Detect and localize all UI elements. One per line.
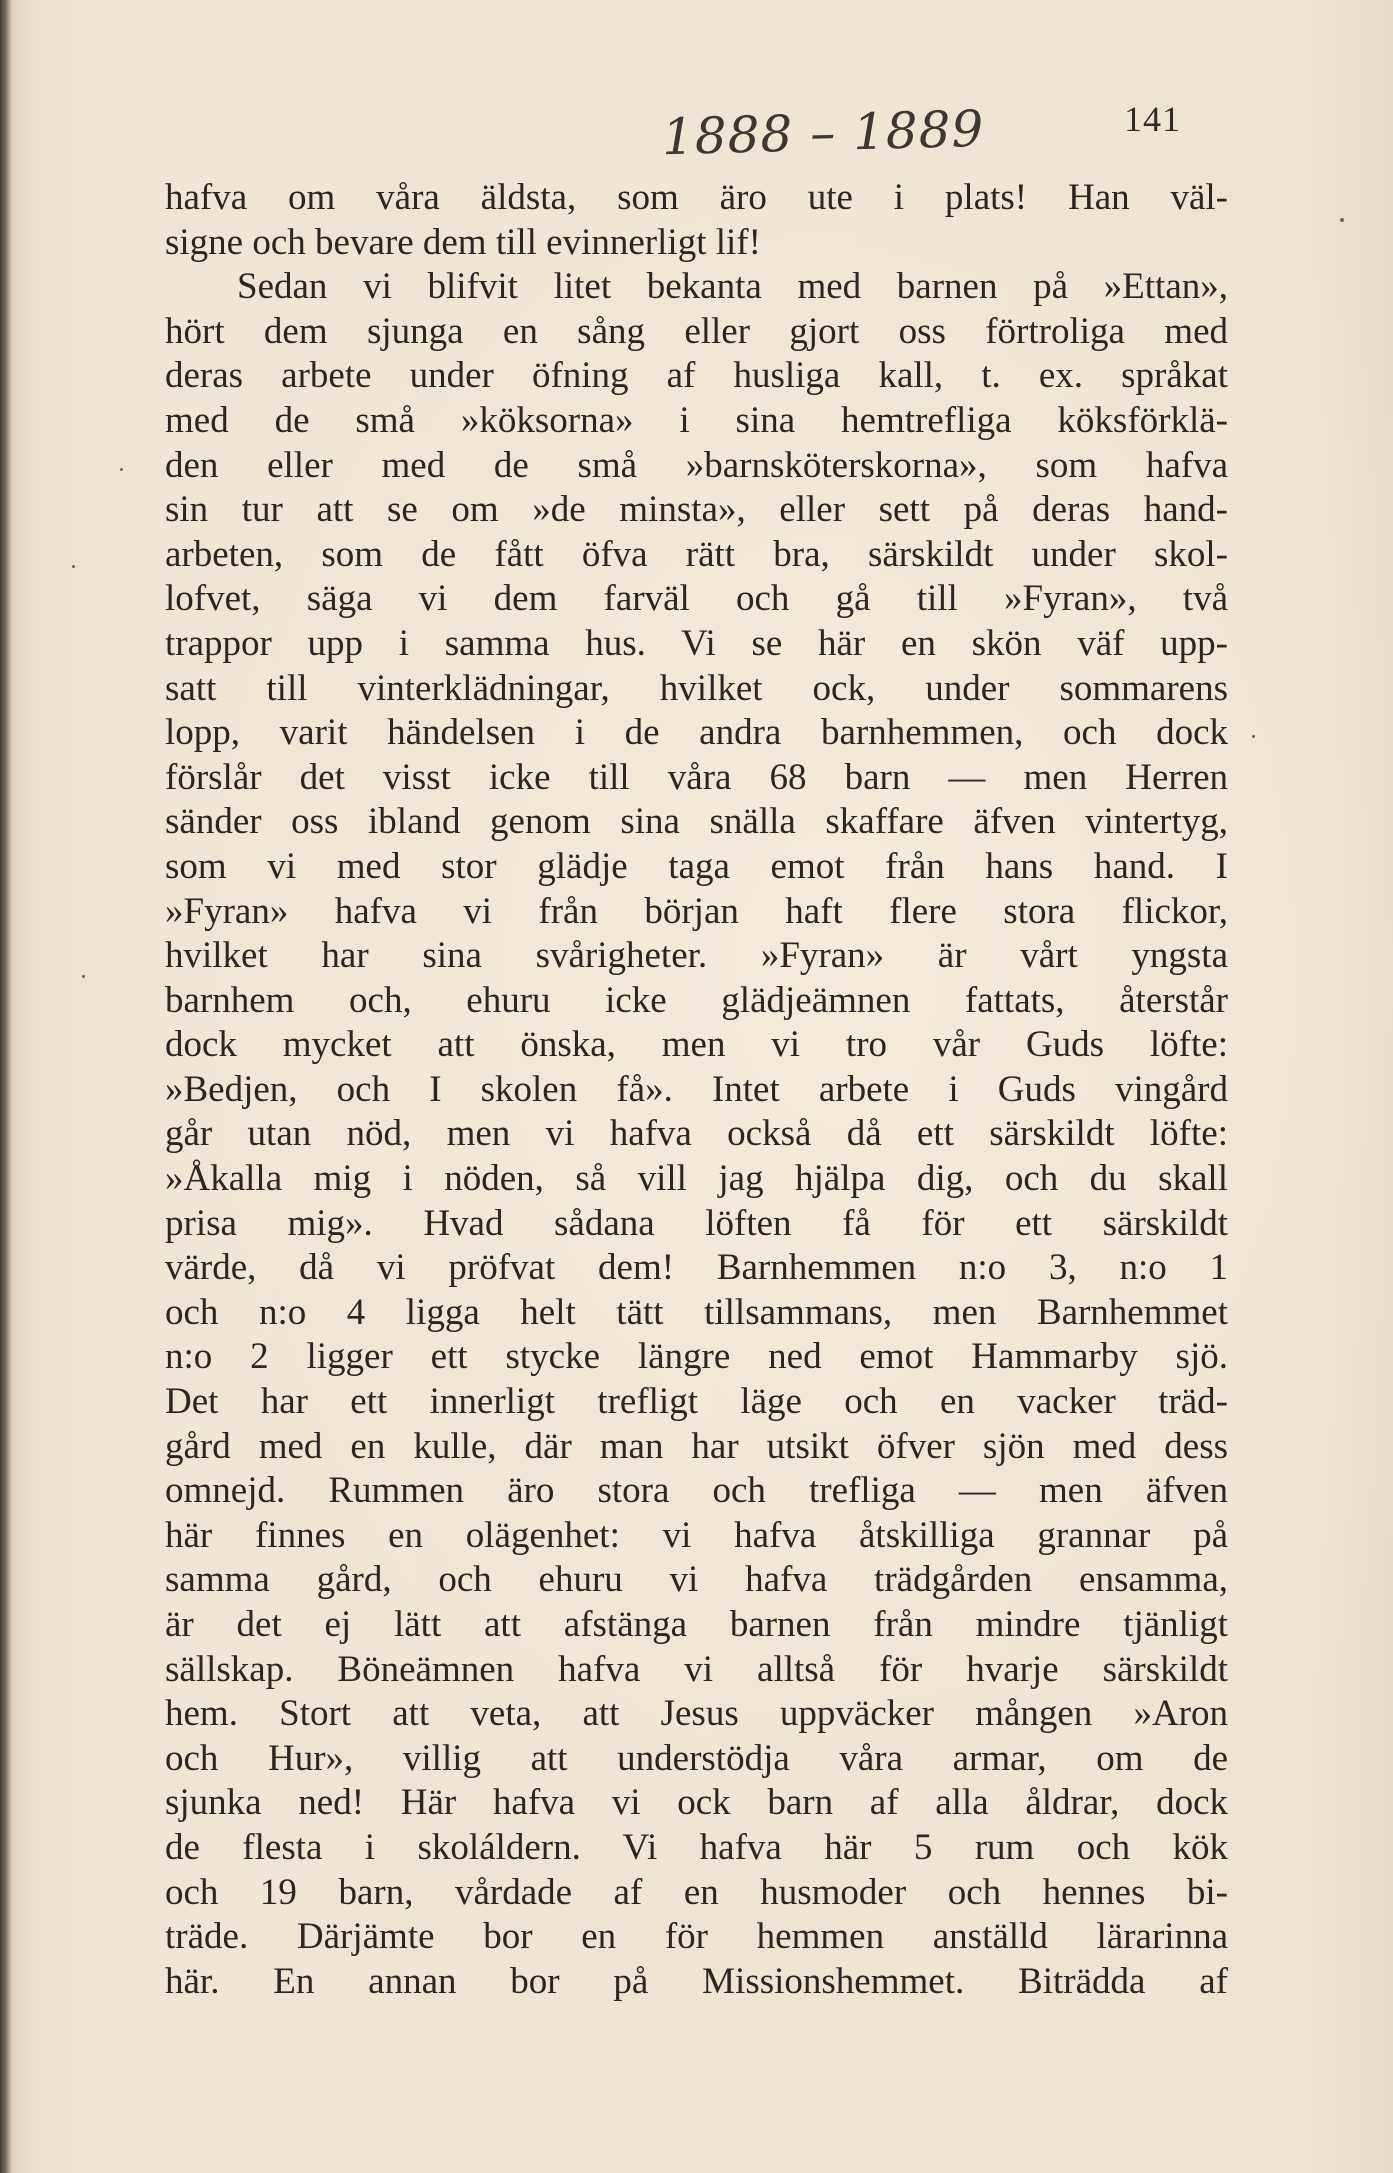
text-line: den eller med de små »barnsköterskorna», som hafva [165,444,1228,486]
text-line: lopp, varit händelsen i de andra barnhemmen, och dock [165,712,1228,754]
text-line: dock mycket att önska, men vi tro vår Guds löfte: [165,1024,1228,1066]
text-line: de flesta i skoláldern. Vi hafva här 5 rum och kök [165,1826,1228,1868]
paper-speck [1340,218,1344,222]
book-spine-shadow [0,0,12,2173]
body-text [165,176,1228,2004]
paper-speck [82,975,85,978]
text-line: hvilket har sina svårigheter. »Fyran» är vårt yngsta [165,935,1228,977]
text-line: värde, då vi pröfvat dem! Barnhemmen n:o 3, n:o 1 [165,1247,1228,1289]
text-line: arbeten, som de fått öfva rätt bra, särskildt under skol- [165,533,1228,575]
text-line: här. En annan bor på Missionshemmet. Biträdda af [165,1960,1228,2002]
text-line: satt till vinterklädningar, hvilket ock, under sommarens [165,667,1228,709]
text-line: och n:o 4 ligga helt tätt tillsammans, men Barnhemmet [165,1291,1228,1333]
text-line: och 19 barn, vårdade af en husmoder och hennes bi- [165,1871,1228,1913]
text-line: »Bedjen, och I skolen få». Intet arbete i Guds vingård [165,1068,1228,1110]
text-line: Det har ett innerligt trefligt läge och en vacker träd- [165,1381,1228,1423]
text-line: lofvet, säga vi dem farväl och gå till »Fyran», två [165,578,1228,620]
text-line: och Hur», villig att understödja våra armar, om de [165,1737,1228,1779]
handwritten-year-annotation: 1888 – 1889 [661,99,985,167]
paper-speck [120,468,123,471]
text-line: hört dem sjunga en sång eller gjort oss förtroliga med [165,310,1228,352]
text-line: går utan nöd, men vi hafva också då ett särskildt löfte: [165,1113,1228,1155]
text-line: här finnes en olägenhet: vi hafva åtskilliga grannar på [165,1514,1228,1556]
text-line: trappor upp i samma hus. Vi se här en skön väf upp- [165,622,1228,664]
text-line: som vi med stor glädje taga emot från hans hand. I [165,845,1228,887]
text-line: hafva om våra äldsta, som äro ute i plats! Han väl- [165,177,1228,218]
page-number: 141 [1124,99,1181,139]
paper-speck [72,565,75,568]
text-line: barnhem och, ehuru icke glädjeämnen fattats, återstår [165,979,1228,1021]
text-line: med de små »köksorna» i sina hemtrefliga köksförklä- [165,399,1228,441]
text-line: Sedan vi blifvit litet bekanta med barnen på »Ettan», [237,266,1228,308]
text-line: träde. Därjämte bor en för hemmen anställd lärarinna [165,1916,1228,1958]
text-line: är det ej lätt att afstänga barnen från mindre tjänligt [165,1604,1228,1645]
text-line: samma gård, och ehuru vi hafva trädgården ensamma, [165,1559,1228,1601]
text-line: n:o 2 ligger ett stycke längre ned emot Hammarby sjö. [165,1336,1228,1378]
text-line: hem. Stort att veta, att Jesus uppväcker mången »Aron [165,1693,1228,1735]
text-line: signe och bevare dem till evinnerligt lif! [165,221,761,263]
text-line: »Åkalla mig i nöden, så vill jag hjälpa dig, och du skall [165,1158,1228,1200]
text-line: sjunka ned! Här hafva vi ock barn af alla åldrar, dock [165,1782,1228,1824]
text-line: sänder oss ibland genom sina snälla skaffare äfven vintertyg, [165,801,1228,843]
text-line: prisa mig». Hvad sådana löften få för ett särskildt [165,1202,1228,1244]
text-line: omnejd. Rummen äro stora och trefliga — men äfven [165,1470,1228,1512]
paper-speck [1252,735,1255,738]
text-line: »Fyran» hafva vi från början haft flere stora flickor, [165,890,1228,932]
text-line: deras arbete under öfning af husliga kall, t. ex. språkat [165,355,1228,397]
text-line: sällskap. Böneämnen hafva vi alltså för hvarje särskildt [165,1648,1228,1690]
text-line: gård med en kulle, där man har utsikt öfver sjön med dess [165,1425,1228,1467]
text-line: sin tur att se om »de minsta», eller sett på deras hand- [165,489,1228,531]
text-line: förslår det visst icke till våra 68 barn — men Herren [165,756,1228,798]
